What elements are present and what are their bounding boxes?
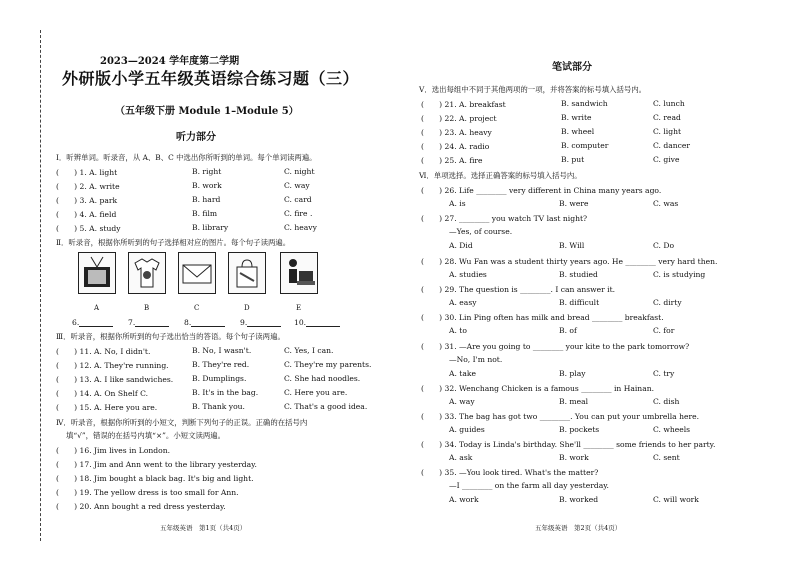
- question-stem: ( ) 35. —You look tired. What's the matter?: [421, 468, 599, 477]
- part1-instruction: Ⅰ．听辨单词。听录音，从 A、B、C 中选出你所听到的单词。每个单词读两遍。: [56, 153, 317, 162]
- picture-label: E: [296, 304, 302, 312]
- page-footer: 五年级英语 第2页（共4页）: [535, 524, 622, 532]
- question-row: ( ) 19. The yellow dress is too small for Ann.: [56, 488, 239, 497]
- page-footer: 五年级英语 第1页（共4页）: [160, 524, 247, 532]
- question-reply: —Yes, of course.: [449, 227, 513, 236]
- exam-subtitle: （五年级下册 Module 1–Module 5）: [115, 106, 299, 117]
- tshirt-icon: [128, 252, 166, 294]
- shopping-bag-icon: [228, 252, 266, 294]
- question-stem: ( ) 31. —Are you going to ________ your kite to the park tomorrow?: [421, 342, 690, 351]
- envelope-icon: [178, 252, 216, 294]
- question-stem: ( ) 26. Life ________ very different in China many years ago.: [421, 186, 662, 195]
- question-stem: ( ) 27. ________ you watch TV last night?: [421, 214, 588, 223]
- question-row: ( ) 20. Ann bought a red dress yesterday.: [56, 502, 226, 511]
- part6-instruction: Ⅵ．单项选择。选择正确答案的标号填入括号内。: [419, 171, 582, 180]
- question-stem: ( ) 34. Today is Linda's birthday. She'll ________ some friends to her party.: [421, 440, 716, 449]
- question-stem: ( ) 28. Wu Fan was a student thirty years ago. He ________ very hard then.: [421, 257, 718, 266]
- question-reply: —I ________ on the farm all day yesterday.: [449, 481, 609, 490]
- part5-instruction: Ⅴ．选出每组中不同于其他两项的一项，并将答案的标号填入括号内。: [419, 85, 647, 94]
- computer-user-icon: [280, 252, 318, 294]
- question-stem: ( ) 29. The question is ________. I can answer it.: [421, 285, 616, 294]
- exam-page-2: 笔试部分 Ⅴ．选出每组中不同于其他两项的一项，并将答案的标号填入括号内。 ( ) 21. A. breakfast B. sandwich C. lunch ( ) 22. A. project B. write C. read ( ) 23. A. heavy B. wheel C. light ( ) 24. A. radio B. computer C. dancer ( ) 25. A. fire B. put C. give Ⅵ．单项选择。选择正确答案的标号填入括号内。 ( ) 26. Life ________ very different in China many years ago. A. is B. were C. was ( ) 27. ________ you watch TV last night? —Yes, of course. A. Did B. Will C. Do ( ) 28. Wu Fan was a student thirty years ago. He ________ very hard then. A. studies B. studied C. is studying ( ) 29. The question is ________. I can answer it. A. easy B. difficult C. dirty ( ) 30. Lin Ping often has milk and bread ________ breakfast. A. to B. of C. for ( ) 31. —Are you going to ________ your kite to the park tomorrow? —No, I'm not. A. take B. play C. try ( ) 32. Wenchang Chicken is a famous ________ in Hainan. A. way B. meal C. dish ( ) 33. The bag has got two ________. You can put your umbrella here. A. guides B. pockets C. wheels ( ) 34. Today is Linda's birthday. She'll ________ some friends to her party. A. ask B. work C. sent ( ) 35. —You look tired. What's the matter? —I ________ on the farm all day yesterday. A. work B. worked C. will work 五年级英语 第2页（共4页）: [397, 0, 794, 561]
- binding-line: [40, 30, 41, 541]
- question-reply: —No, I'm not.: [449, 355, 503, 364]
- part3-instruction: Ⅲ．听录音，根据你所听到的句子选出恰当的答语。每个句子读两遍。: [56, 332, 285, 341]
- school-year-title: 2023—2024 学年度第二学期: [100, 56, 240, 67]
- picture-label: B: [144, 304, 150, 312]
- question-stem: ( ) 33. The bag has got two ________. You can put your umbrella here.: [421, 412, 700, 421]
- question-stem: ( ) 30. Lin Ping often has milk and bread ________ breakfast.: [421, 313, 664, 322]
- written-section-title: 笔试部分: [552, 62, 592, 73]
- tv-icon: [78, 252, 116, 294]
- picture-label: C: [194, 304, 200, 312]
- picture-label: D: [244, 304, 250, 312]
- exam-main-title: 外研版小学五年级英语综合练习题（三）: [62, 69, 360, 88]
- question-row: ( ) 17. Jim and Ann went to the library yesterday.: [56, 460, 257, 469]
- question-stem: ( ) 32. Wenchang Chicken is a famous ________ in Hainan.: [421, 384, 655, 393]
- part4-instruction: Ⅳ．听录音，根据你所听到的小短文，判断下列句子的正误。正确的在括号内: [56, 418, 308, 427]
- part4-instruction-cont: 填“√”，错误的在括号内填“×”。小短文读两遍。: [66, 431, 226, 440]
- question-row: ( ) 18. Jim bought a black bag. It's big and light.: [56, 474, 254, 483]
- picture-label: A: [94, 304, 100, 312]
- listening-section-title: 听力部分: [176, 132, 216, 143]
- question-row: ( ) 16. Jim lives in London.: [56, 446, 171, 455]
- exam-page-1: 2023—2024 学年度第二学期 外研版小学五年级英语综合练习题（三） （五年级下册 Module 1–Module 5） 听力部分 Ⅰ．听辨单词。听录音，从 A、B、C 中选出你所听到的单词。每个单词读两遍。 ( ) 1. A. light B. right C. night ( ) 2. A. write B. work C. way ( ) 3. A. park B. hard C. card ( ) 4. A. field B. film C. fire . ( ) 5. A. study B. library C. heavy Ⅱ．听录音，根据你所听到的句子选择相对应的图片。每个句子读两遍。 A B C D E 6. 7. 8. 9. 10. Ⅲ．听录音，根据你所听到的句子选出恰当的答语。每个句子读两遍。 ( ) 11. A. No, I didn't. B. No, I wasn't. C. Yes, I can. ( ) 12. A. They're running. B. They're red. C. They're my parents. ( ) 13. A. I like sandwiches. B. Dumplings. C. She had noodles. ( ) 14. A. On Shelf C. B. It's in the bag. C. Here you are. ( ) 15. A. Here you are. B. Thank you. C. That's a good idea. Ⅳ．听录音，根据你所听到的小短文，判断下列句子的正误。正确的在括号内 填“√”，错误的在括号内填“×”。小短文读两遍。 ( ) 16. Jim lives in London. ( ) 17. Jim and Ann went to the library yesterday. ( ) 18. Jim bought a black bag. It's big and light. ( ) 19. The yellow dress is too small for Ann. ( ) 20. Ann bought a red dress yesterday. 五年级英语 第1页（共4页）: [0, 0, 397, 561]
- part2-instruction: Ⅱ．听录音，根据你所听到的句子选择相对应的图片。每个句子读两遍。: [56, 238, 291, 247]
